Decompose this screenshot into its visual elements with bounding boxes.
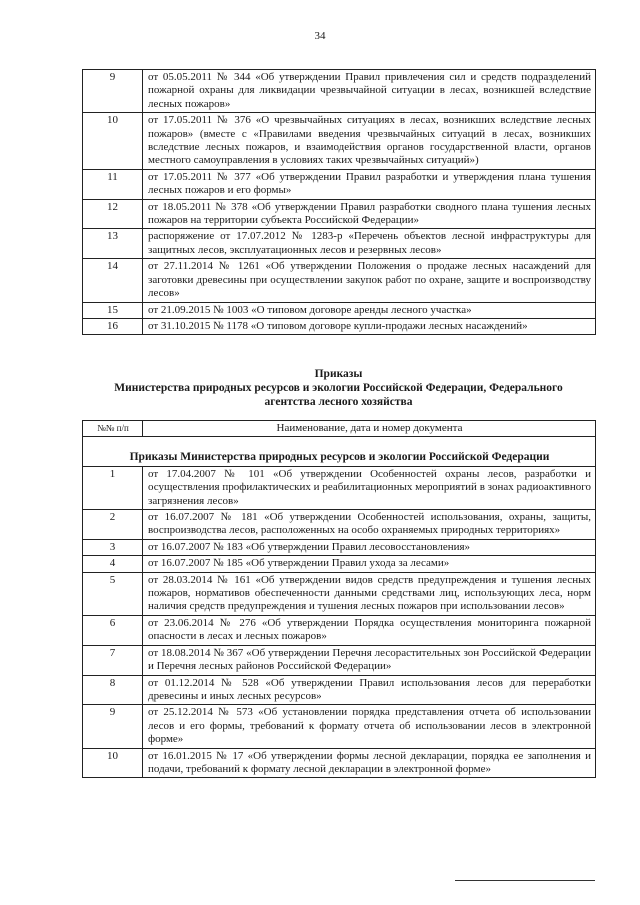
- document-reference: от 27.11.2014 № 1261 «Об утверждении Положения о продаже лесных насаждений для заготовки древесины при осуществлении закупок работ по охране, защите и воспроизводству лесов»: [143, 259, 596, 302]
- header-number: №№ п/п: [83, 421, 143, 437]
- document-reference: от 01.12.2014 № 528 «Об утверждении Правил использования лесов для переработки древесины и иных лесных ресурсов»: [143, 675, 596, 705]
- document-reference: от 21.09.2015 № 1003 «О типовом договоре аренды лесного участка»: [143, 302, 596, 318]
- row-number: 9: [83, 705, 143, 748]
- row-number: 9: [83, 70, 143, 113]
- page-number: 34: [314, 30, 326, 42]
- row-number: 15: [83, 302, 143, 318]
- row-number: 16: [83, 318, 143, 334]
- header-document-name: Наименование, дата и номер документа: [143, 421, 596, 437]
- orders-heading-line3: агентства лесного хозяйства: [264, 396, 413, 408]
- row-number: 7: [83, 645, 143, 675]
- table-row: [83, 510, 596, 540]
- orders-heading-line1: Приказы: [314, 368, 363, 380]
- document-reference: от 17.05.2011 № 377 «Об утверждении Правил разработки и утверждения плана тушения лесных пожаров и его формы»: [143, 169, 596, 199]
- document-reference: от 31.10.2015 № 1178 «О типовом договоре купли-продажи лесных насаждений»: [143, 318, 596, 334]
- table-row: [83, 705, 596, 748]
- document-reference: от 25.12.2014 № 573 «Об установлении порядка представления отчета об использовании лесов и его формы, требований к формату отчета об использовании лесов в электронной форме»: [143, 705, 596, 748]
- table-row: [83, 466, 596, 509]
- table-row: [83, 556, 596, 572]
- row-number: 10: [83, 113, 143, 170]
- table-row: [83, 259, 596, 302]
- table-row: [83, 645, 596, 675]
- table-row: [83, 748, 596, 778]
- row-number: 2: [83, 510, 143, 540]
- document-reference: от 17.05.2011 № 376 «О чрезвычайных ситуациях в лесах, возникших вследствие лесных пожаров» (вместе с «Правилами введения чрезвычайных ситуаций в лесах, возникших вследствие лесных пожаров, и взаимодействия органов государственной власти, органов местного самоуправления в условиях таких чрезвычайных ситуаций»): [143, 113, 596, 170]
- table-row: [83, 675, 596, 705]
- document-reference: от 16.01.2015 № 17 «Об утверждении формы лесной декларации, порядка ее заполнения и подачи, требований к формату лесной декларации в электронной форме»: [143, 748, 596, 778]
- table-header-row: [83, 421, 596, 437]
- document-reference: от 17.04.2007 № 101 «Об утверждении Особенностей охраны лесов, разработки и осуществления профилактических и реабилитационных мероприятий в зонах радиоактивного загрязнения лесов»: [143, 466, 596, 509]
- table-row: [83, 70, 596, 113]
- government-decrees-table: [82, 69, 596, 335]
- ministry-orders-table: [82, 420, 596, 778]
- document-reference: от 16.07.2007 № 181 «Об утверждении Особенностей использования, охраны, защиты, воспроизводства лесов, расположенных на особо охраняемых природных территориях»: [143, 510, 596, 540]
- footer-rule: [455, 880, 595, 881]
- row-number: 5: [83, 572, 143, 615]
- table-row: [83, 169, 596, 199]
- row-number: 13: [83, 229, 143, 259]
- table-row: [83, 229, 596, 259]
- document-reference: от 23.06.2014 № 276 «Об утверждении Порядка осуществления мониторинга пожарной опасности в лесах и лесных пожаров»: [143, 615, 596, 645]
- row-number: 4: [83, 556, 143, 572]
- row-number: 1: [83, 466, 143, 509]
- table-row: [83, 572, 596, 615]
- table-row: [83, 615, 596, 645]
- document-reference: от 28.03.2014 № 161 «Об утверждении видов средств предупреждения и тушения лесных пожаров, нормативов обеспеченности данными средствами лиц, использующих леса, норм наличия средств предупреждения и тушения лесных пожаров при использовании лесов»: [143, 572, 596, 615]
- document-reference: распоряжение от 17.07.2012 № 1283-р «Перечень объектов лесной инфраструктуры для защитных лесов, эксплуатационных лесов и резервных лесов»: [143, 229, 596, 259]
- document-reference: от 18.08.2014 № 367 «Об утверждении Перечня лесорастительных зон Российской Федерации и Перечня лесных районов Российской Федерации»: [143, 645, 596, 675]
- table-row: [83, 318, 596, 334]
- row-number: 12: [83, 199, 143, 229]
- row-number: 3: [83, 539, 143, 555]
- document-reference: от 05.05.2011 № 344 «Об утверждении Правил привлечения сил и средств подразделений пожарной охраны для ликвидации чрезвычайной ситуации в лесах, возникшей вследствие лесных пожаров»: [143, 70, 596, 113]
- table-row: [83, 302, 596, 318]
- table-row: [83, 199, 596, 229]
- table-row: [83, 539, 596, 555]
- section-row: [83, 437, 596, 466]
- document-reference: от 16.07.2007 № 185 «Об утверждении Правил ухода за лесами»: [143, 556, 596, 572]
- row-number: 10: [83, 748, 143, 778]
- document-reference: от 18.05.2011 № 378 «Об утверждении Правил разработки сводного плана тушения лесных пожаров на территории субъекта Российской Федерации»: [143, 199, 596, 229]
- document-reference: от 16.07.2007 № 183 «Об утверждении Правил лесовосстановления»: [143, 539, 596, 555]
- table-row: [83, 113, 596, 170]
- orders-heading: [82, 367, 595, 409]
- row-number: 14: [83, 259, 143, 302]
- section-title: Приказы Министерства природных ресурсов и экологии Российской Федерации: [83, 437, 596, 466]
- row-number: 11: [83, 169, 143, 199]
- row-number: 6: [83, 615, 143, 645]
- row-number: 8: [83, 675, 143, 705]
- orders-heading-line2: Министерства природных ресурсов и экологии Российской Федерации, Федерального: [114, 382, 563, 394]
